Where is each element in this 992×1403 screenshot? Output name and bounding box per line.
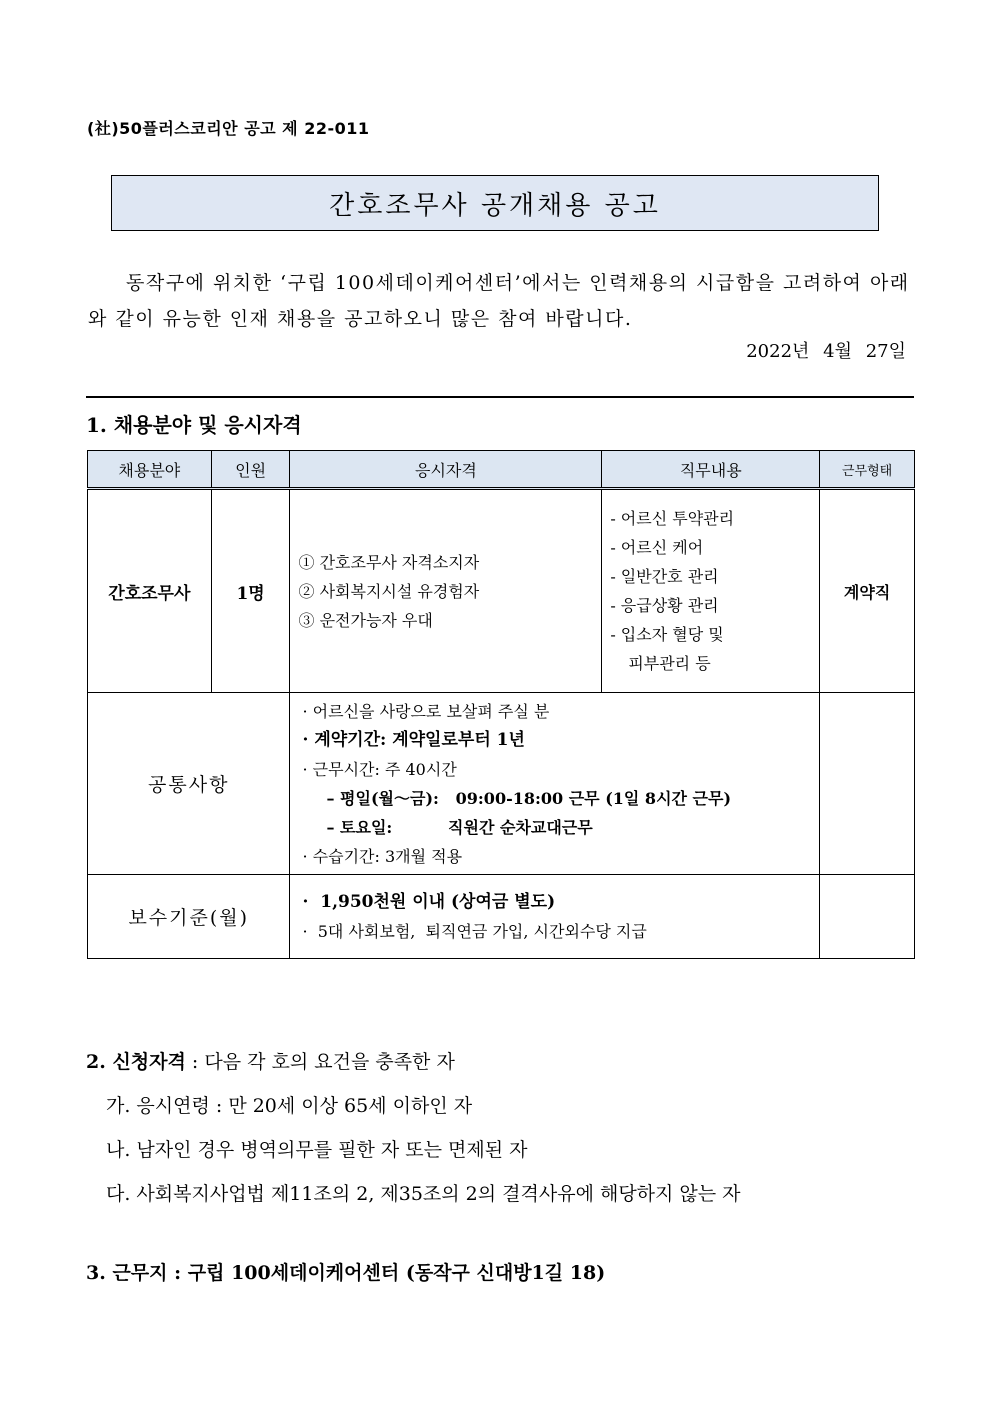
intro-paragraph: 동작구에 위치한 ‘구립 100세데이케어센터’에서는 인력채용의 시급함을 고려하여 아래와 같이 유능한 인재 채용을 공고하오니 많은 참여 바랍니다. xyxy=(88,272,910,330)
common-line: · 계약기간: 계약일로부터 1년 xyxy=(302,729,525,750)
page-title: 간호조무사 공개채용 공고 xyxy=(329,190,661,221)
title-box xyxy=(111,175,879,231)
common-line: – 토요일: 직원간 순차교대근무 xyxy=(326,817,593,837)
header-duties: 직무내용 xyxy=(602,451,820,489)
header-field: 채용분야 xyxy=(88,451,212,489)
section3-heading: 3. 근무지 : 구립 100세데이케어센터 (동작구 신대방1길 18) xyxy=(86,1262,606,1284)
common-label: 공통사항 xyxy=(88,693,290,875)
section1-heading: 1. 채용분야 및 응시자격 xyxy=(86,413,302,437)
table-row xyxy=(88,489,915,693)
common-line: · 어르신을 사랑으로 보살펴 주실 분 xyxy=(302,701,550,721)
pay-label: 보수기준(월) xyxy=(88,875,290,959)
empty-cell xyxy=(820,693,915,875)
duty-item: - 응급상황 관리 xyxy=(610,596,719,615)
pay-cell xyxy=(290,875,820,959)
employment-type-cell: 계약직 xyxy=(820,489,915,693)
common-line: · 수습기간: 3개월 적용 xyxy=(302,846,463,866)
empty-cell xyxy=(820,875,915,959)
header-count: 인원 xyxy=(211,451,290,489)
table-row xyxy=(88,693,915,875)
section2-heading xyxy=(86,1040,741,1084)
section2-heading-rest: : 다음 각 호의 요건을 충족한 자 xyxy=(185,1051,455,1073)
duty-item: - 어르신 투약관리 xyxy=(610,509,735,528)
pay-line: · 5대 사회보험, 퇴직연금 가입, 시간외수당 지급 xyxy=(302,921,647,941)
field-cell: 간호조무사 xyxy=(88,489,212,693)
count-cell: 1명 xyxy=(211,489,290,693)
qualification-item: ① 간호조무사 자격소지자 xyxy=(298,552,480,572)
recruit-table xyxy=(87,450,915,959)
notice-number: (社)50플러스코리안 공고 제 22-011 xyxy=(87,119,370,138)
duty-item: 피부관리 등 xyxy=(628,654,711,673)
list-item: 가. 응시연령 : 만 20세 이상 65세 이하인 자 xyxy=(106,1095,473,1117)
duties-cell xyxy=(602,489,820,693)
list-item: 나. 남자인 경우 병역의무를 필한 자 또는 면제된 자 xyxy=(106,1139,528,1161)
header-qualifications: 응시자격 xyxy=(290,451,602,489)
divider xyxy=(86,396,914,398)
duty-item: - 어르신 케어 xyxy=(610,538,704,557)
section2 xyxy=(86,1040,741,1216)
common-cell xyxy=(290,693,820,875)
notice-date: 2022년 4월 27일 xyxy=(746,341,906,362)
list-item: 다. 사회복지사업법 제11조의 2, 제35조의 2의 결격사유에 해당하지 않는 자 xyxy=(106,1183,741,1205)
qualification-item: ② 사회복지시설 유경험자 xyxy=(298,581,480,601)
table-row xyxy=(88,875,915,959)
duty-item: - 입소자 혈당 및 xyxy=(610,625,724,644)
duty-item: - 일반간호 관리 xyxy=(610,567,719,586)
header-employment-type: 근무형태 xyxy=(820,451,915,489)
pay-line: · 1,950천원 이내 (상여금 별도) xyxy=(302,891,556,912)
table-header-row xyxy=(88,451,915,489)
common-line: · 근무시간: 주 40시간 xyxy=(302,759,457,779)
qualifications-cell xyxy=(290,489,602,693)
section2-heading-label: 2. 신청자격 xyxy=(86,1051,186,1073)
common-line: – 평일(월～금): 09:00-18:00 근무 (1일 8시간 근무) xyxy=(326,788,732,808)
qualification-item: ③ 운전가능자 우대 xyxy=(298,610,433,630)
